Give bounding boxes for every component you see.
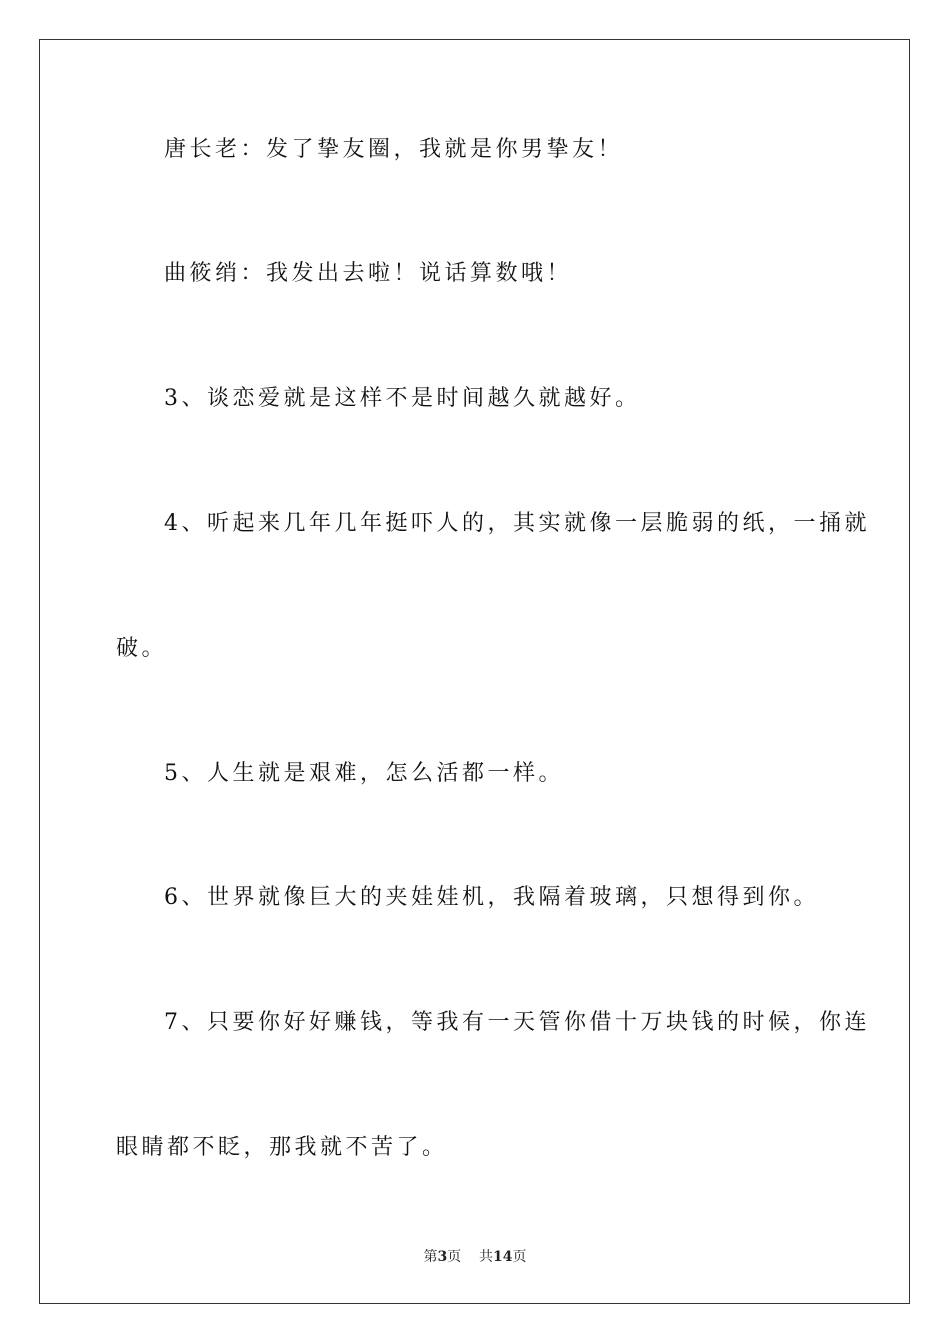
paragraph-line: 破。 <box>116 636 168 661</box>
total-prefix: 共 <box>479 1249 494 1265</box>
page-footer <box>0 1247 950 1267</box>
paragraph-line: 7、只要你好好赚钱，等我有一天管你借十万块钱的时候，你连 <box>164 1010 870 1035</box>
page-number: 3 <box>437 1249 448 1265</box>
page-prefix: 第 <box>423 1249 438 1265</box>
paragraph-line: 唐长老：发了挚友圈，我就是你男挚友！ <box>164 137 624 162</box>
paragraph-line: 3、谈恋爱就是这样不是时间越久就越好。 <box>164 386 641 411</box>
paragraph-line: 4、听起来几年几年挺吓人的，其实就像一层脆弱的纸，一捅就 <box>164 511 870 536</box>
page-suffix: 页 <box>447 1249 462 1265</box>
paragraph-line: 6、世界就像巨大的夹娃娃机，我隔着玻璃，只想得到你。 <box>164 885 819 910</box>
total-suffix: 页 <box>512 1249 527 1265</box>
paragraph-line: 眼睛都不眨，那我就不苦了。 <box>116 1135 448 1160</box>
paragraph-line: 5、人生就是艰难，怎么活都一样。 <box>164 761 564 786</box>
total-pages: 14 <box>493 1249 513 1265</box>
page-border <box>39 39 910 1304</box>
paragraph-line: 曲筱绡：我发出去啦！说话算数哦！ <box>164 261 573 286</box>
